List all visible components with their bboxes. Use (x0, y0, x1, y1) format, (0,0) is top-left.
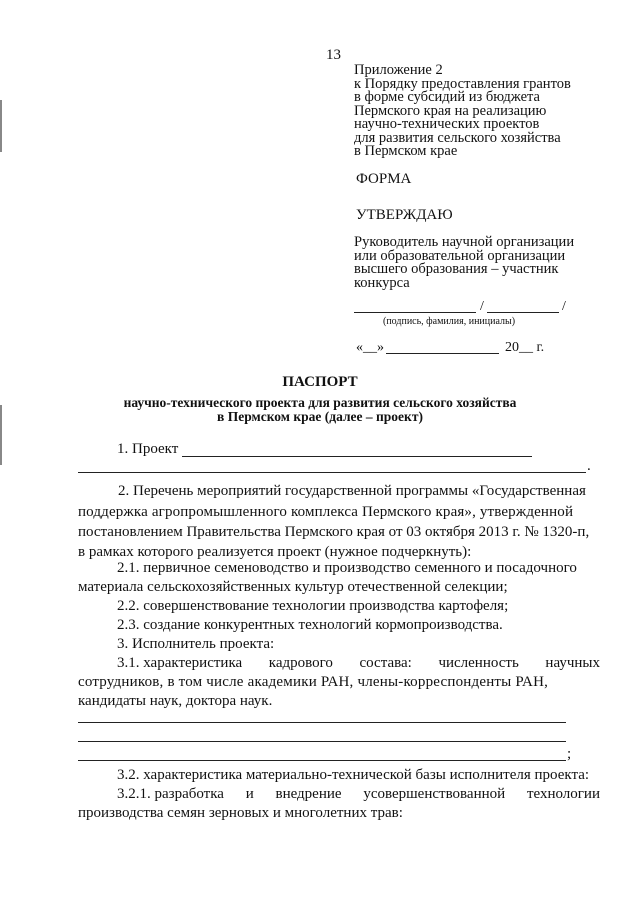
item-3-1-word: численность (438, 655, 519, 671)
item-3-2-1-line: производства семян зерновых и многолетних трав: (78, 805, 403, 821)
appendix-line: Пермского края на реализацию (354, 102, 547, 119)
appendix-line: научно-технических проектов (354, 116, 540, 132)
date-open: «__» (356, 340, 384, 355)
staff-fill-line-3[interactable] (78, 760, 566, 761)
head-line: или образовательной организации (354, 247, 566, 264)
item-2-1-line[interactable]: 2.1. первичное семеноводство и производство семенного и посадочного (117, 560, 577, 576)
item-3-2-1-word: внедрение (275, 786, 342, 802)
item-3: 3. Исполнитель проекта: (117, 636, 275, 652)
page-number: 13 (326, 47, 341, 63)
head-block (354, 236, 574, 290)
item-3-2: 3.2. характеристика материально-технической базы исполнителя проекта: (117, 767, 590, 783)
form-label: ФОРМА (356, 171, 412, 187)
item-3-1-word: кадрового (268, 655, 333, 671)
appendix-line: к Порядку предоставления грантов (354, 75, 571, 92)
item-3-1-first-line (117, 656, 600, 671)
item-2-paragraph (78, 481, 600, 501)
initials-line[interactable] (487, 312, 559, 313)
item-3-1-line: кандидаты наук, доктора наук. (78, 693, 273, 709)
head-line: конкурса (354, 274, 410, 291)
item-2-line: постановлением Правительства Пермского края от 03 октября 2013 г. № 1320-п, (78, 524, 590, 540)
head-line: высшего образования – участник (354, 261, 559, 277)
item-3-1-word: научных (545, 655, 600, 671)
scan-edge-mark (0, 100, 2, 152)
staff-fill-line-1[interactable] (78, 722, 566, 723)
item-3-2-1-word: усовершенствованной (363, 786, 506, 802)
item-2-3[interactable]: 2.3. создание конкурентных технологий кормопроизводства. (117, 617, 503, 633)
project-name-line-1[interactable] (182, 456, 532, 457)
item-3-2-1-word: 3.2.1. разработка (117, 786, 224, 802)
appendix-line: для развития сельского хозяйства (354, 129, 561, 146)
signature-slash: / (480, 299, 484, 314)
approve-label: УТВЕРЖДАЮ (356, 207, 453, 223)
staff-fill-line-2[interactable] (78, 741, 566, 742)
date-month-line[interactable] (386, 353, 499, 354)
head-line: Руководитель научной организации (354, 234, 575, 250)
appendix-line: Приложение 2 (354, 62, 443, 78)
item-3-2-1-word: технологии (526, 786, 600, 802)
item-2-2[interactable]: 2.2. совершенствование технологии производства картофеля; (117, 598, 509, 614)
item-3-2-1-first-line (117, 787, 600, 802)
appendix-line: в Пермском крае (354, 143, 458, 159)
item-3-1-end: ; (567, 746, 572, 762)
signature-slash: / (562, 299, 566, 314)
appendix-line: в форме субсидий из бюджета (354, 89, 540, 105)
item-3-1-line: сотрудников, в том числе академики РАН, члены-корреспонденты РАН, (78, 674, 549, 690)
signature-caption: (подпись, фамилия, инициалы) (383, 316, 516, 327)
subtitle-line: в Пермском крае (далее – проект) (217, 409, 423, 424)
item-2-line-1: 2. Перечень мероприятий государственной программы «Государственная (118, 483, 586, 499)
item-3-1-word: состава: (359, 655, 412, 671)
subtitle-line: научно-технического проекта для развития сельского хозяйства (123, 395, 517, 410)
item-1-label: 1. Проект (117, 441, 179, 457)
item-2-line: поддержка агропромышленного комплекса Пермского края», утвержденной (78, 504, 574, 520)
item-2-line: в рамках которого реализуется проект (нужное подчеркнуть): (78, 544, 472, 560)
signature-line[interactable] (354, 312, 476, 313)
item-2-1-line[interactable]: материала сельскохозяйственных культур отечественной селекции; (78, 579, 508, 595)
project-name-line-2[interactable] (78, 472, 586, 473)
item-1-end: . (587, 458, 591, 474)
appendix-block (354, 64, 571, 159)
page-title: ПАСПОРТ (282, 374, 358, 390)
date-year: 20__ г. (505, 340, 545, 355)
item-3-2-1-word: и (245, 786, 254, 802)
item-3-1-word: 3.1. характеристика (117, 655, 243, 671)
